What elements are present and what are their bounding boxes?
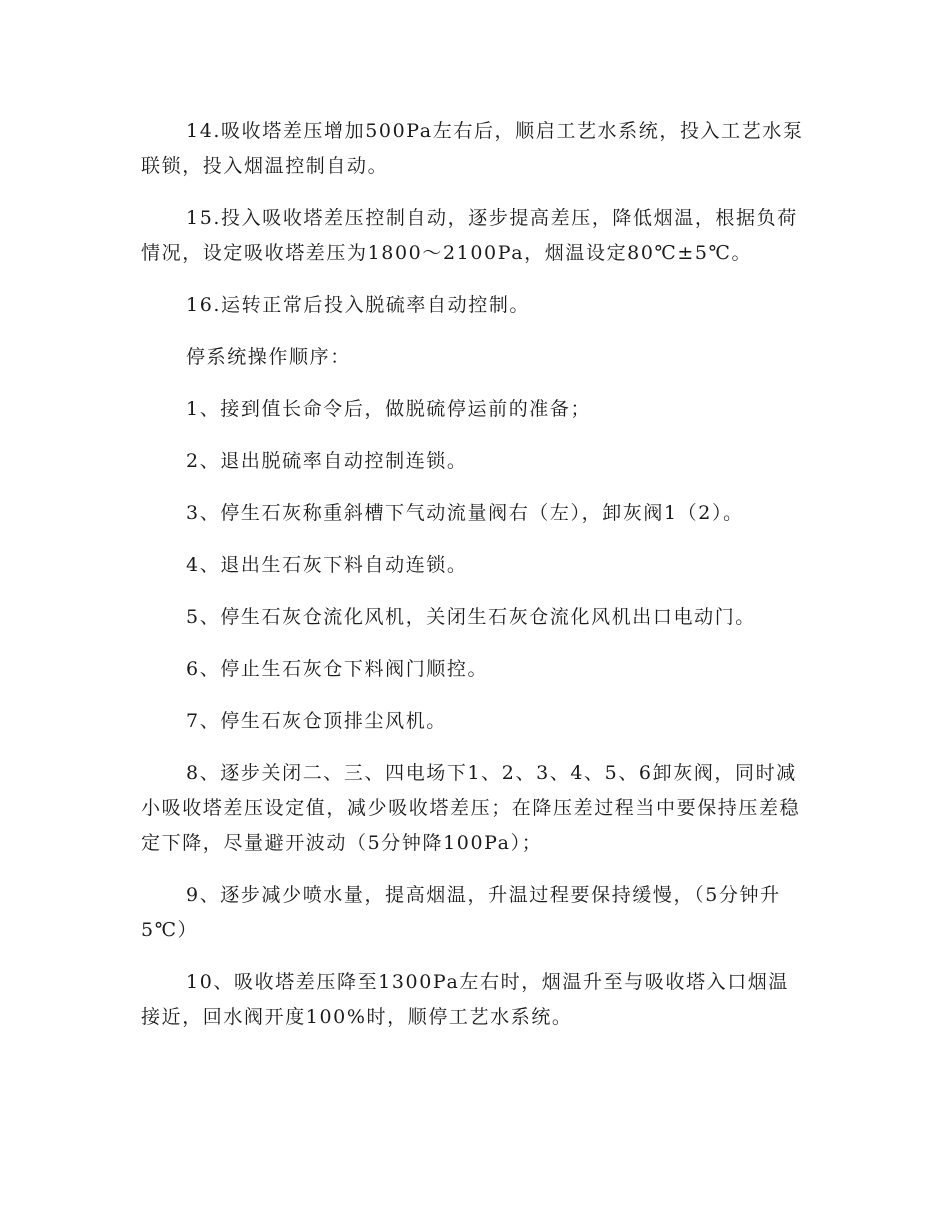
paragraph-shutdown-step-6: 6、停止生石灰仓下料阀门顺控。 [186,658,489,680]
paragraph-startup-step-15: 15.投入吸收塔差压控制自动，逐步提高差压，降低烟温，根据负荷情况，设定吸收塔差压为1800～2100Pa，烟温设定80℃±5℃。 [141,207,798,264]
paragraph-shutdown-step-9: 9、逐步减少喷水量，提高烟温，升温过程要保持缓慢，（5分钟升5℃） [141,884,781,941]
paragraph-shutdown-step-5: 5、停生石灰仓流化风机，关闭生石灰仓流化风机出口电动门。 [186,606,756,628]
paragraph-shutdown-step-10: 10、吸收塔差压降至1300Pa左右时，烟温升至与吸收塔入口烟温接近，回水阀开度100%时，顺停工艺水系统。 [141,971,789,1028]
paragraph-shutdown-step-3: 3、停生石灰称重斜槽下气动流量阀右（左），卸灰阀1（2）。 [186,502,744,524]
paragraph-startup-step-14: 14.吸收塔差压增加500Pa左右后，顺启工艺水系统，投入工艺水泵联锁，投入烟温控制自动。 [141,120,804,177]
paragraph-shutdown-step-8: 8、逐步关闭二、三、四电场下1、2、3、4、5、6卸灰阀，同时减小吸收塔差压设定值，减少吸收塔差压；在降压差过程当中要保持压差稳定下降，尽量避开波动（5分钟降100Pa）； [141,762,801,854]
paragraph-shutdown-step-2: 2、退出脱硫率自动控制连锁。 [186,450,468,472]
paragraph-shutdown-step-1: 1、接到值长命令后，做脱硫停运前的准备； [186,398,592,420]
paragraph-startup-step-16: 16.运转正常后投入脱硫率自动控制。 [186,294,531,316]
document-body [141,114,809,1052]
section-heading-shutdown-sequence: 停系统操作顺序： [186,346,351,368]
paragraph-shutdown-step-7: 7、停生石灰仓顶排尘风机。 [186,710,447,732]
paragraph-shutdown-step-4: 4、退出生石灰下料自动连锁。 [186,554,468,576]
